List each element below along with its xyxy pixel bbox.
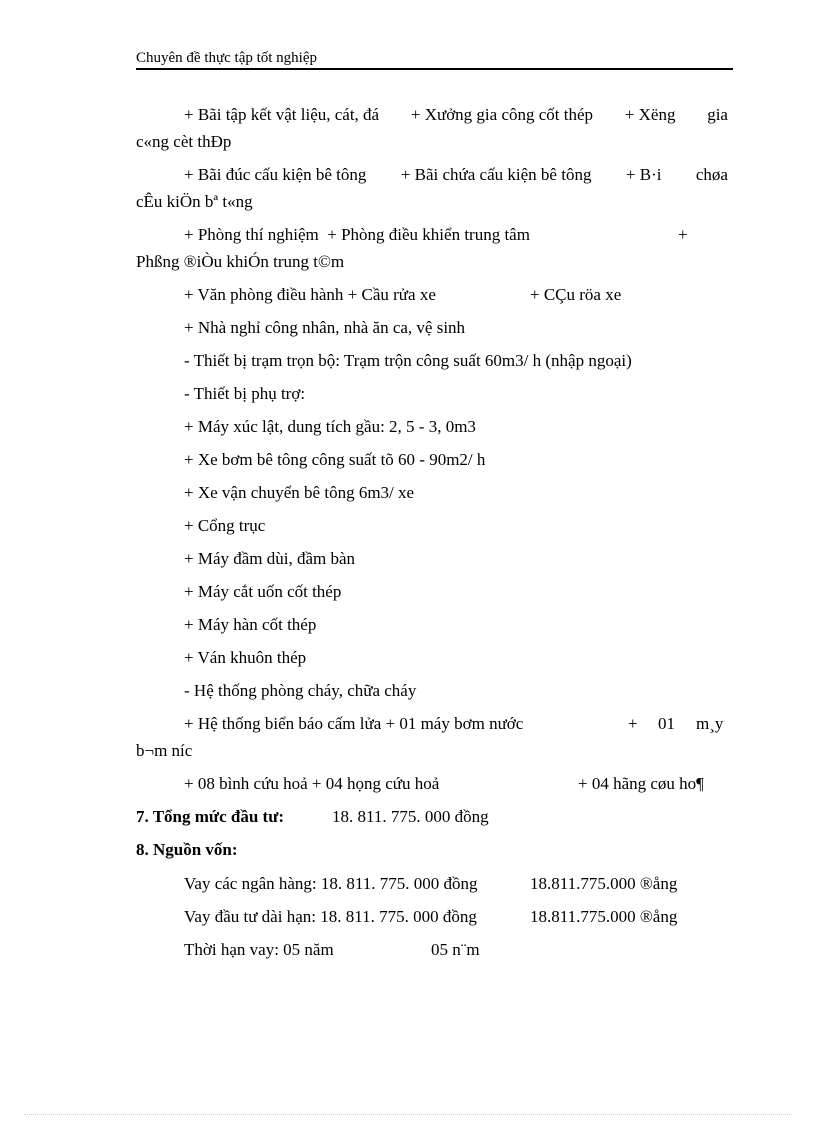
- header-title: Chuyên đề thực tập tốt nghiệp: [136, 50, 318, 66]
- body-line: + Cổng trục: [184, 516, 266, 535]
- body-line: +: [628, 714, 638, 733]
- body-line: + Máy xúc lật, dung tích gầu: 2, 5 - 3, 0m3: [184, 417, 476, 436]
- body-line: + Máy hàn cốt thép: [184, 615, 317, 634]
- body-line: 18.811.775.000 ®ång: [530, 874, 678, 893]
- body-line: c«ng cèt thÐp: [136, 132, 232, 151]
- body-line: + CÇu röa xe: [530, 285, 622, 304]
- body-line: Phßng ®iÒu khiÓn trung t©m: [136, 252, 345, 271]
- header-rule: [136, 68, 733, 70]
- text-run: + Bãi tập kết vật liệu, cát, đá: [184, 105, 380, 124]
- body-line: + Nhà nghỉ công nhân, nhà ăn ca, vệ sinh: [184, 318, 466, 337]
- body-line: 01: [658, 714, 675, 733]
- body-line: - Thiết bị trạm trọn bộ: Trạm trộn công suất 60m3/ h (nhập ngoại): [184, 351, 632, 370]
- text-run: + Hệ thống biển báo cấm lửa: [184, 714, 382, 733]
- body-line: + Máy đầm dùi, đầm bàn: [184, 549, 356, 568]
- body-line: cÊu kiÖn bª t«ng: [136, 192, 253, 211]
- body-line: + 04 hãng cøu ho¶: [578, 774, 704, 793]
- text-run: + Xëng: [624, 105, 676, 124]
- body-line: - Thiết bị phụ trợ:: [184, 384, 306, 403]
- body-line: 18.811.775.000 ®ång: [530, 907, 678, 926]
- section-heading: 7. Tổng mức đầu tư:: [136, 807, 285, 826]
- body-line: [184, 104, 728, 126]
- body-line: +: [678, 225, 688, 244]
- text-run: + Phòng điều khiển trung tâm: [327, 225, 530, 244]
- total-investment-value: 18. 811. 775. 000 đồng: [332, 807, 489, 826]
- body-line: - Hệ thống phòng cháy, chữa cháy: [184, 681, 417, 700]
- text-run: + 08 bình cứu hoả: [184, 774, 308, 793]
- text-run: + Cầu rửa xe: [347, 285, 436, 304]
- text-run: gia: [707, 105, 728, 124]
- body-line: + Xe bơm bê tông công suất tõ 60 - 90m2/ h: [184, 450, 486, 469]
- body-line: [184, 284, 436, 306]
- body-line: Thời hạn vay: 05 năm: [184, 940, 334, 959]
- body-line: 05 n¨m: [431, 940, 480, 959]
- body-line: + Máy cắt uốn cốt thép: [184, 582, 342, 601]
- body-line: [184, 224, 530, 246]
- text-run: + Bãi chứa cấu kiện bê tông: [400, 165, 592, 184]
- body-line: [184, 164, 728, 186]
- body-line: b¬m níc: [136, 741, 193, 760]
- text-run: + Xưởng gia công cốt thép: [410, 105, 594, 124]
- text-run: + Bãi đúc cấu kiện bê tông: [184, 165, 367, 184]
- text-run: + 04 họng cứu hoả: [311, 774, 440, 793]
- text-run: + Văn phòng điều hành: [184, 285, 344, 304]
- page-bottom-rule: [24, 1114, 792, 1115]
- section-heading: 8. Nguồn vốn:: [136, 840, 238, 859]
- text-run: + Phòng thí nghiệm: [184, 225, 319, 244]
- body-line: m¸y: [696, 714, 724, 733]
- body-line: + Ván khuôn thép: [184, 648, 307, 667]
- body-line: Vay các ngân hàng: 18. 811. 775. 000 đồng: [184, 874, 478, 893]
- body-line: Vay đầu tư dài hạn: 18. 811. 775. 000 đồng: [184, 907, 477, 926]
- text-run: + 01 máy bơm nước: [385, 714, 524, 733]
- text-run: + B·i: [625, 165, 662, 184]
- body-line: [184, 773, 439, 795]
- body-line: + Xe vận chuyển bê tông 6m3/ xe: [184, 483, 415, 502]
- text-run: chøa: [695, 165, 728, 184]
- body-line: [184, 713, 523, 735]
